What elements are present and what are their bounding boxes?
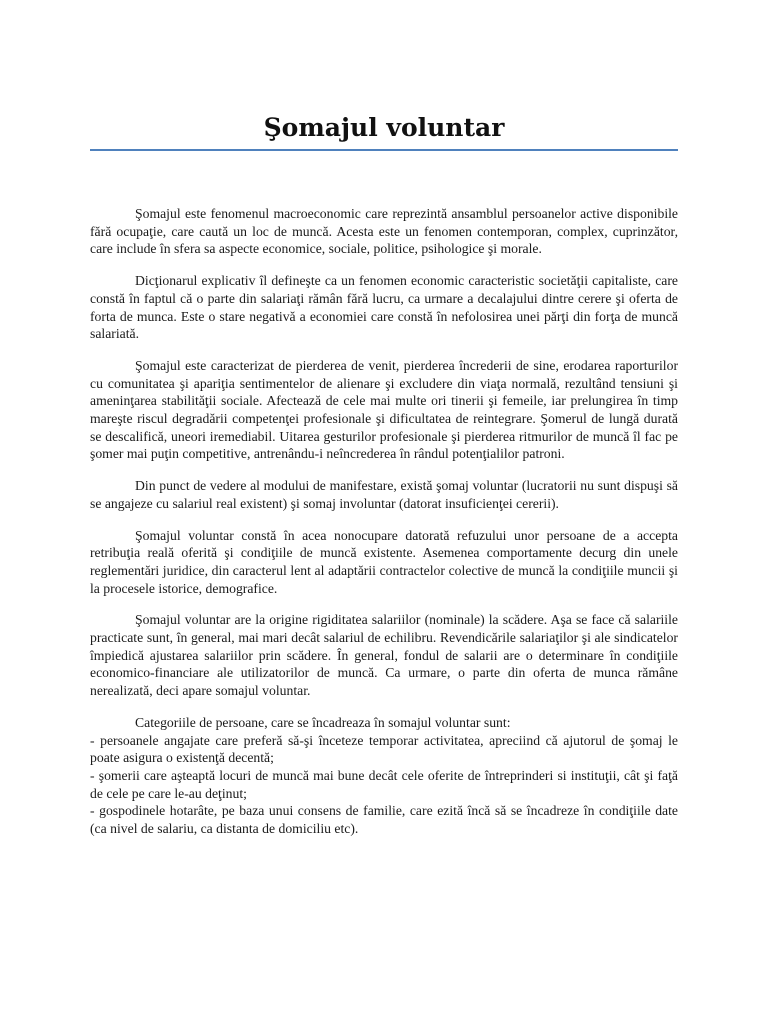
title-underline	[90, 149, 678, 151]
paragraph-voluntary: Şomajul voluntar constă în acea nonocupare datorată refuzului unor persoane de a accepta retribuţia reală oferită şi condiţiile de muncă existente. Asemenea comportamente decurg din unele reglementări juridice, din caracterul lent al adaptării contractelor colective de muncă la condiţiile muncii şi la procesele istorice, demografice.	[90, 527, 678, 596]
list-item: - şomerii care aşteaptă locuri de muncă mai bune decât cele oferite de întreprinderi si instituţii, cât şi faţă de cele pe care le-au deţinut;	[90, 767, 678, 801]
paragraph-origin: Şomajul voluntar are la origine rigiditatea salariilor (nominale) la scădere. Aşa se face că salariile practicate sunt, în general, mai mari decât salariul de echilibru. Revendicările salariaţilor şi ale sindicatelor împiedică ajustarea salariilor prin scădere. În general, fondul de salarii are o determinare în condiţiile economico-financiare ale utilizatorilor de muncă. Ca urmare, o parte din oferta de munca rămâne nerealizată, deci apare somajul voluntar.	[90, 612, 678, 699]
categories-list	[90, 714, 678, 838]
list-item: - gospodinele hotarâte, pe baza unui consens de familie, care ezită încă să se încadreze în condiţiile date (ca nivel de salariu, ca distanta de domiciliu etc).	[90, 803, 678, 837]
page-title: Şomajul voluntar	[263, 113, 505, 142]
paragraph-definition: Şomajul este fenomenul macroeconomic care reprezintă ansamblul persoanelor active disponibile fără ocupaţie, care caută un loc de muncă. Acesta este un fenomen contemporan, complex, cuprinzător, care include în sfera sa aspecte economice, sociale, politice, psihologice şi morale.	[90, 206, 678, 257]
list-intro: Categoriile de persoane, care se încadreaza în somajul voluntar sunt:	[135, 714, 511, 730]
list-item: - persoanele angajate care preferă să-şi înceteze temporar activitatea, apreciind că ajutorul de şomaj le poate asigura o existenţă decentă;	[90, 732, 678, 766]
paragraph-types: Din punct de vedere al modului de manifestare, există şomaj voluntar (lucratorii nu sunt dispuşi să se angajeze cu salariul real existent) şi somaj involuntar (datorat insuficienţei cererii).	[90, 478, 678, 511]
paragraph-dictionary: Dicţionarul explicativ îl defineşte ca un fenomen economic caracteristic societăţii capitaliste, care constă în faptul că o parte din salariaţi rămân fără lucru, ca urmare a decalajului dintre cerere şi oferta de forta de munca. Este o stare negativă a economiei care constă în nefolosirea unei părţi din forţa de muncă salariată.	[90, 273, 678, 342]
paragraph-effects: Şomajul este caracterizat de pierderea de venit, pierderea încrederii de sine, erodarea raporturilor cu comunitatea şi apariţia sentimentelor de alienare şi excludere din viaţa normală, rezultând tensiuni şi ameninţarea stabilităţii sociale. Afectează de cele mai multe ori tinerii şi femeile, iar prelungirea în timp mareşte riscul degradării competenţei profesionale şi dificultatea de reintegrare. Şomerul de lungă durată se descalifică, uneori iremediabil. Uitarea gesturilor profesionale şi pierderea ritmurilor de muncă îl fac pe şomer mai puţin competitive, antrenându-i neîncrederea în rândul potenţialilor patroni.	[90, 357, 678, 462]
document-body	[90, 205, 678, 838]
